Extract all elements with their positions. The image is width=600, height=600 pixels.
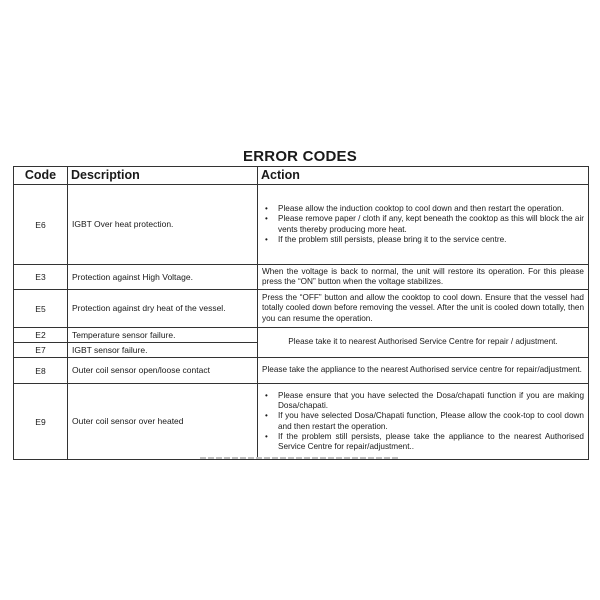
error-code: E5: [14, 290, 68, 328]
action-list: [262, 204, 584, 245]
action-list: [262, 391, 584, 453]
action-item: • Please allow the induction cooktop to cool down and then restart the operation.: [262, 204, 584, 214]
page-title: ERROR CODES: [243, 148, 357, 165]
error-code: E3: [14, 265, 68, 290]
action-item: • Please ensure that you have selected the Dosa/chapati function if you are making Dosa/chapati.: [262, 391, 584, 412]
table-row: [14, 290, 589, 328]
error-description: Outer coil sensor open/loose contact: [68, 358, 258, 384]
error-description: IGBT sensor failure.: [68, 343, 258, 358]
column-header-action: Action: [258, 167, 589, 185]
action-item: • If the problem still persists, please take the appliance to the nearest Authorised Service Centre for repair/adjustment..: [262, 432, 584, 453]
error-code: E9: [14, 384, 68, 460]
error-action: When the voltage is back to normal, the unit will restore its operation. For this please press the “ON” button when the voltage stabilizes.: [258, 265, 589, 290]
error-action: Press the “OFF” button and allow the cooktop to cool down. Ensure that the vessel had totally cooled down before removing the vessel. After the unit is cooled down totally, then you can resume the operation.: [258, 290, 589, 328]
error-action: [258, 384, 589, 460]
error-code: E2: [14, 328, 68, 343]
table-row: [14, 358, 589, 384]
table-row: [14, 185, 589, 265]
error-code: E6: [14, 185, 68, 265]
table-row: [14, 265, 589, 290]
error-description: Protection against dry heat of the vessel.: [68, 290, 258, 328]
error-code: E7: [14, 343, 68, 358]
action-item: • If the problem still persists, please bring it to the service centre.: [262, 235, 584, 245]
error-description: IGBT Over heat protection.: [68, 185, 258, 265]
column-header-code: Code: [14, 167, 68, 185]
table-row: [14, 328, 589, 343]
error-action: Please take the appliance to the nearest Authorised service centre for repair/adjustment.: [258, 358, 589, 384]
error-description: Protection against High Voltage.: [68, 265, 258, 290]
error-codes-table: [13, 166, 589, 460]
action-item: • Please remove paper / cloth if any, kept beneath the cooktop as this will block the air vents thereby producing more heat.: [262, 214, 584, 235]
error-description: Temperature sensor failure.: [68, 328, 258, 343]
table-row: [14, 384, 589, 460]
cropped-heading-remnant: [200, 455, 400, 461]
action-item: • If you have selected Dosa/Chapati function, Please allow the cook-top to cool down and then restart the operation.: [262, 411, 584, 432]
error-description: Outer coil sensor over heated: [68, 384, 258, 460]
column-header-description: Description: [68, 167, 258, 185]
table-header-row: [14, 167, 589, 185]
error-action: [258, 185, 589, 265]
error-code: E8: [14, 358, 68, 384]
error-action-shared: Please take it to nearest Authorised Service Centre for repair / adjustment.: [258, 328, 589, 358]
